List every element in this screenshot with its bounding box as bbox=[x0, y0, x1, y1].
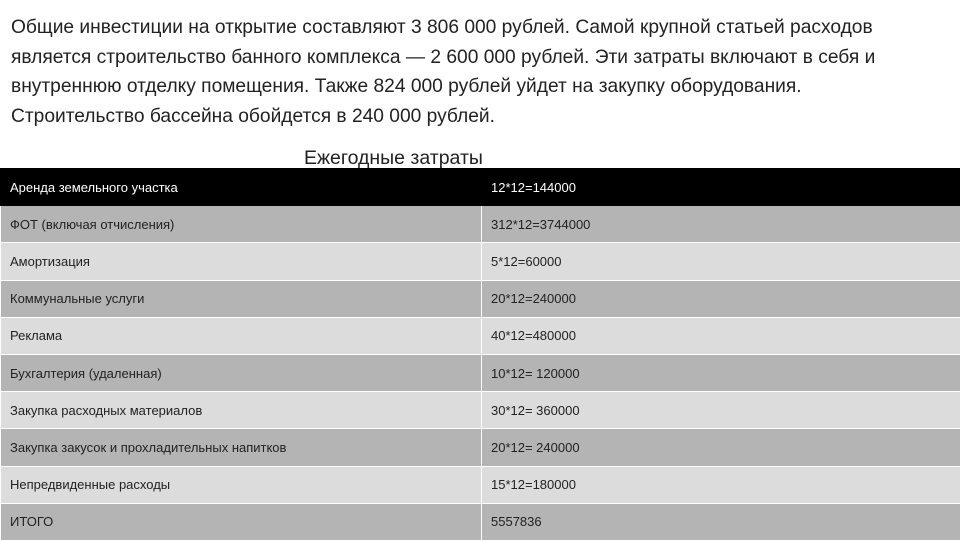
table-row bbox=[1, 466, 960, 503]
table-row bbox=[1, 317, 960, 354]
row-label: Коммунальные услуги bbox=[1, 280, 482, 317]
row-label: Бухгалтерия (удаленная) bbox=[1, 354, 482, 391]
intro-line-4: Строительство бассейна обойдется в 240 000 рублей. bbox=[11, 106, 495, 127]
table-row bbox=[1, 206, 960, 243]
table-row bbox=[1, 243, 960, 280]
table-row bbox=[1, 429, 960, 466]
row-value: 15*12=180000 bbox=[482, 466, 960, 503]
intro-line-3: внутреннюю отделку помещения. Также 824 000 рублей уйдет на закупку оборудования. bbox=[11, 76, 802, 97]
row-label: ФОТ (включая отчисления) bbox=[1, 206, 482, 243]
row-value: 5557836 bbox=[482, 503, 960, 540]
row-value: 5*12=60000 bbox=[482, 243, 960, 280]
row-label: ИТОГО bbox=[1, 503, 482, 540]
row-value: 40*12=480000 bbox=[482, 317, 960, 354]
row-label: Закупка расходных материалов bbox=[1, 392, 482, 429]
row-value: 20*12=240000 bbox=[482, 280, 960, 317]
table-row bbox=[1, 280, 960, 317]
row-value: 30*12= 360000 bbox=[482, 392, 960, 429]
row-value: 12*12=144000 bbox=[482, 169, 960, 206]
table-row bbox=[1, 354, 960, 391]
table-caption: Ежегодные затраты bbox=[304, 146, 483, 170]
row-label: Амортизация bbox=[1, 243, 482, 280]
row-label: Аренда земельного участка bbox=[1, 169, 482, 206]
row-value: 20*12= 240000 bbox=[482, 429, 960, 466]
row-label: Реклама bbox=[1, 317, 482, 354]
table-row-total bbox=[1, 503, 960, 540]
row-label: Закупка закусок и прохладительных напитков bbox=[1, 429, 482, 466]
row-label: Непредвиденные расходы bbox=[1, 466, 482, 503]
table-row bbox=[1, 392, 960, 429]
intro-paragraph bbox=[11, 13, 941, 131]
intro-line-2: является строительство банного комплекса — 2 600 000 рублей. Эти затраты включают в себя и bbox=[11, 47, 875, 68]
row-value: 10*12= 120000 bbox=[482, 354, 960, 391]
annual-costs-table bbox=[0, 168, 960, 541]
table-row bbox=[1, 169, 960, 206]
intro-line-1: Общие инвестиции на открытие составляют 3 806 000 рублей. Самой крупной статьей расходов bbox=[11, 17, 873, 38]
row-value: 312*12=3744000 bbox=[482, 206, 960, 243]
